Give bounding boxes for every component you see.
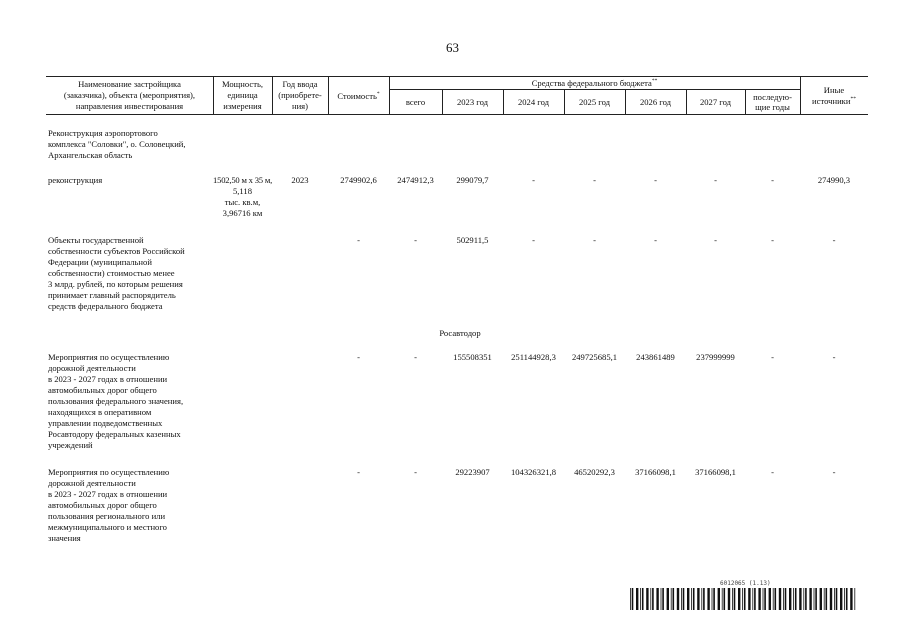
row-2023: 29223907	[455, 467, 490, 477]
row-name-line-2: дорожной деятельности	[48, 363, 136, 373]
header-2023: 2023 год	[456, 97, 489, 107]
barcode-bar	[764, 588, 766, 610]
row-name-line-4: автомобильных дорог общего	[48, 385, 157, 395]
barcode-bar	[701, 588, 702, 610]
row-2024: -	[532, 235, 535, 245]
barcode-bar	[650, 588, 651, 610]
row-2027: 37166098,1	[695, 467, 736, 477]
barcode-bar	[732, 588, 733, 610]
header-2026: 2026 год	[639, 97, 672, 107]
row-2025: 46520292,3	[574, 467, 615, 477]
row-other: -	[832, 235, 836, 245]
barcode-bar	[783, 588, 784, 610]
row-name-line-6: находящихся в оперативном	[48, 407, 152, 417]
row-2025: -	[593, 175, 596, 185]
barcode-bar	[748, 588, 750, 610]
header-cost-mark: *	[376, 91, 380, 97]
barcode	[630, 588, 858, 610]
barcode-bar	[814, 588, 815, 610]
barcode-bar	[754, 588, 756, 610]
barcode-bar	[636, 588, 638, 610]
barcode-bar	[646, 588, 648, 610]
header-year-line-1: Год ввода	[282, 79, 318, 89]
barcode-bar	[789, 588, 791, 610]
row-other: 274990,3	[817, 175, 851, 185]
barcode-bar	[744, 588, 746, 610]
row-2023: 155508351	[453, 352, 492, 362]
barcode-bar	[738, 588, 740, 610]
header-federal-label: Средства федерального бюджета	[531, 78, 652, 88]
barcode-bar	[724, 588, 726, 610]
barcode-bar	[718, 588, 720, 610]
barcode-bar	[752, 588, 753, 610]
barcode-bar	[820, 588, 822, 610]
barcode-bar	[805, 588, 807, 610]
barcode-bar	[681, 588, 682, 610]
row-cost: -	[357, 235, 360, 245]
barcode-bar	[691, 588, 692, 610]
barcode-bar	[809, 588, 811, 610]
row-2026: 243861489	[636, 352, 675, 362]
row-later: -	[771, 352, 774, 362]
row-cost: 2749902,6	[340, 175, 377, 185]
row-year: 2023	[291, 175, 309, 185]
header-name-line-3: направления инвестирования	[75, 101, 184, 111]
header-cost	[328, 91, 389, 101]
row-name: реконструкция	[48, 175, 103, 185]
row-total: -	[414, 467, 417, 477]
row-2027: 237999999	[696, 352, 735, 362]
row-name-line-4: собственности) стоимостью менее	[48, 268, 175, 278]
barcode-bar	[763, 588, 764, 610]
row-name-line-1: Объекты государственной	[48, 235, 144, 245]
barcode-bar	[722, 588, 723, 610]
header-2024: 2024 год	[517, 97, 550, 107]
barcode-bar	[656, 588, 658, 610]
airport-title-line-3: Архангельская область	[48, 150, 133, 160]
row-name-line-3: в 2023 - 2027 годах в отношении	[48, 374, 168, 384]
barcode-bar	[667, 588, 669, 610]
barcode-bar	[652, 588, 654, 610]
airport-title-line-2: комплекса "Соловки", о. Соловецкий,	[48, 139, 186, 149]
barcode-bar	[632, 588, 634, 610]
document-code: 6012065 (1.13)	[720, 580, 771, 587]
header-year-line-3: ния)	[291, 101, 308, 111]
header-total: всего	[405, 97, 426, 107]
row-name-line-5: пользования регионального или	[48, 511, 166, 521]
row-2023: 299079,7	[456, 175, 489, 185]
row-cost: -	[357, 352, 360, 362]
barcode-bar	[712, 588, 713, 610]
row-2024: 104326321,8	[510, 467, 557, 477]
header-other-label: источники	[812, 96, 851, 106]
barcode-bar	[785, 588, 787, 610]
row-total: -	[414, 352, 417, 362]
row-name-line-1: Мероприятия по осуществлению	[48, 467, 170, 477]
header-2027: 2027 год	[699, 97, 732, 107]
barcode-bar	[844, 588, 845, 610]
barcode-bar	[775, 588, 777, 610]
row-2026: -	[654, 175, 657, 185]
barcode-bar	[836, 588, 838, 610]
row-name-line-3: Федерации (муниципальной	[48, 257, 152, 267]
barcode-bar	[799, 588, 801, 610]
row-name-line-1: Мероприятия по осуществлению	[48, 352, 170, 362]
header-other-line-2	[800, 96, 868, 106]
barcode-bar	[687, 588, 689, 610]
header-later-line-2: щие годы	[755, 102, 790, 112]
barcode-bar	[793, 588, 794, 610]
row-total: -	[414, 235, 417, 245]
barcode-bar	[815, 588, 817, 610]
row-later: -	[771, 235, 774, 245]
barcode-bar	[824, 588, 825, 610]
row-2027: -	[714, 235, 717, 245]
section-heading-rosavtodor: Росавтодор	[439, 328, 481, 338]
barcode-bar	[728, 588, 730, 610]
barcode-bar	[671, 588, 672, 610]
header-name-line-2: (заказчика), объекта (мероприятия),	[63, 90, 196, 100]
barcode-bar	[693, 588, 695, 610]
header-federal-mark: **	[651, 78, 658, 84]
federal-group-rule	[389, 89, 800, 90]
barcode-bar	[642, 588, 644, 610]
header-name-line-1: Наименование застройщика	[78, 79, 181, 89]
barcode-bar	[830, 588, 832, 610]
row-2027: -	[714, 175, 717, 185]
barcode-bar	[673, 588, 675, 610]
barcode-bar	[846, 588, 848, 610]
barcode-bar	[773, 588, 774, 610]
airport-title-line-1: Реконструкция аэропортового	[48, 128, 158, 138]
row-name-line-6: принимает главный распорядитель	[48, 290, 176, 300]
row-name-line-2: дорожной деятельности	[48, 478, 136, 488]
row-2026: 37166098,1	[635, 467, 676, 477]
barcode-bar	[795, 588, 797, 610]
row-2025: -	[593, 235, 596, 245]
barcode-bar	[742, 588, 743, 610]
row-capacity-line-2: 5,118	[232, 186, 253, 196]
barcode-bar	[734, 588, 736, 610]
barcode-bar	[630, 588, 631, 610]
row-cost: -	[357, 467, 360, 477]
row-2024: -	[532, 175, 535, 185]
barcode-bar	[769, 588, 771, 610]
header-capacity-line-3: измерения	[223, 101, 262, 111]
barcode-bar	[707, 588, 709, 610]
row-name-line-7: значения	[48, 533, 81, 543]
row-other: -	[832, 352, 836, 362]
barcode-bar	[779, 588, 781, 610]
barcode-bar	[640, 588, 641, 610]
row-name-line-3: в 2023 - 2027 годах в отношении	[48, 489, 168, 499]
header-2025: 2025 год	[578, 97, 611, 107]
barcode-bar	[683, 588, 685, 610]
row-2026: -	[654, 235, 657, 245]
header-capacity-line-1: Мощность,	[221, 79, 264, 89]
row-later: -	[771, 467, 774, 477]
barcode-bar	[677, 588, 679, 610]
barcode-bar	[834, 588, 835, 610]
row-name-line-4: автомобильных дорог общего	[48, 500, 157, 510]
row-capacity-line-4: 3,96716 км	[222, 208, 263, 218]
header-capacity-line-2: единица	[227, 90, 258, 100]
row-2025: 249725685,1	[571, 352, 618, 362]
row-name-line-6: межмуниципального и местного	[48, 522, 167, 532]
row-capacity-line-1: 1502,50 м х 35 м,	[213, 175, 273, 185]
barcode-bar	[758, 588, 760, 610]
row-2023: 502911,5	[456, 235, 489, 245]
barcode-bar	[826, 588, 828, 610]
row-2024: 251144928,3	[511, 352, 556, 362]
header-other-line-1: Иные	[823, 85, 845, 95]
row-name-line-8: Росавтодору федеральных казенных	[48, 429, 181, 439]
header-later-line-1: последую-	[753, 92, 792, 102]
barcode-bar	[850, 588, 852, 610]
header-bottom-border	[46, 114, 868, 115]
row-name-line-9: учреждений	[48, 440, 93, 450]
barcode-bar	[697, 588, 699, 610]
barcode-bar	[661, 588, 662, 610]
header-year-line-2: (приобрете-	[278, 90, 322, 100]
table-top-border	[46, 76, 868, 77]
row-capacity-line-3: тыс. кв.м,	[224, 197, 261, 207]
row-name-line-5: 3 млрд. рублей, по которым решения	[48, 279, 183, 289]
barcode-bar	[662, 588, 664, 610]
row-name-line-5: пользования федерального значения,	[48, 396, 184, 406]
row-total: 2474912,3	[397, 175, 434, 185]
barcode-bar	[803, 588, 804, 610]
row-name-line-7: средств федерального бюджета	[48, 301, 163, 311]
page-number: 63	[446, 40, 459, 55]
barcode-bar	[854, 588, 855, 610]
row-other: -	[832, 467, 836, 477]
barcode-bar	[840, 588, 842, 610]
header-federal-group	[389, 78, 800, 88]
row-later: -	[771, 175, 774, 185]
row-name-line-2: собственности субъектов Российской	[48, 246, 185, 256]
row-name-line-7: управлении подведомственных	[48, 418, 163, 428]
barcode-bar	[713, 588, 715, 610]
barcode-bar	[703, 588, 705, 610]
header-cost-label: Стоимость	[337, 91, 377, 101]
header-other-mark: **	[850, 96, 856, 102]
